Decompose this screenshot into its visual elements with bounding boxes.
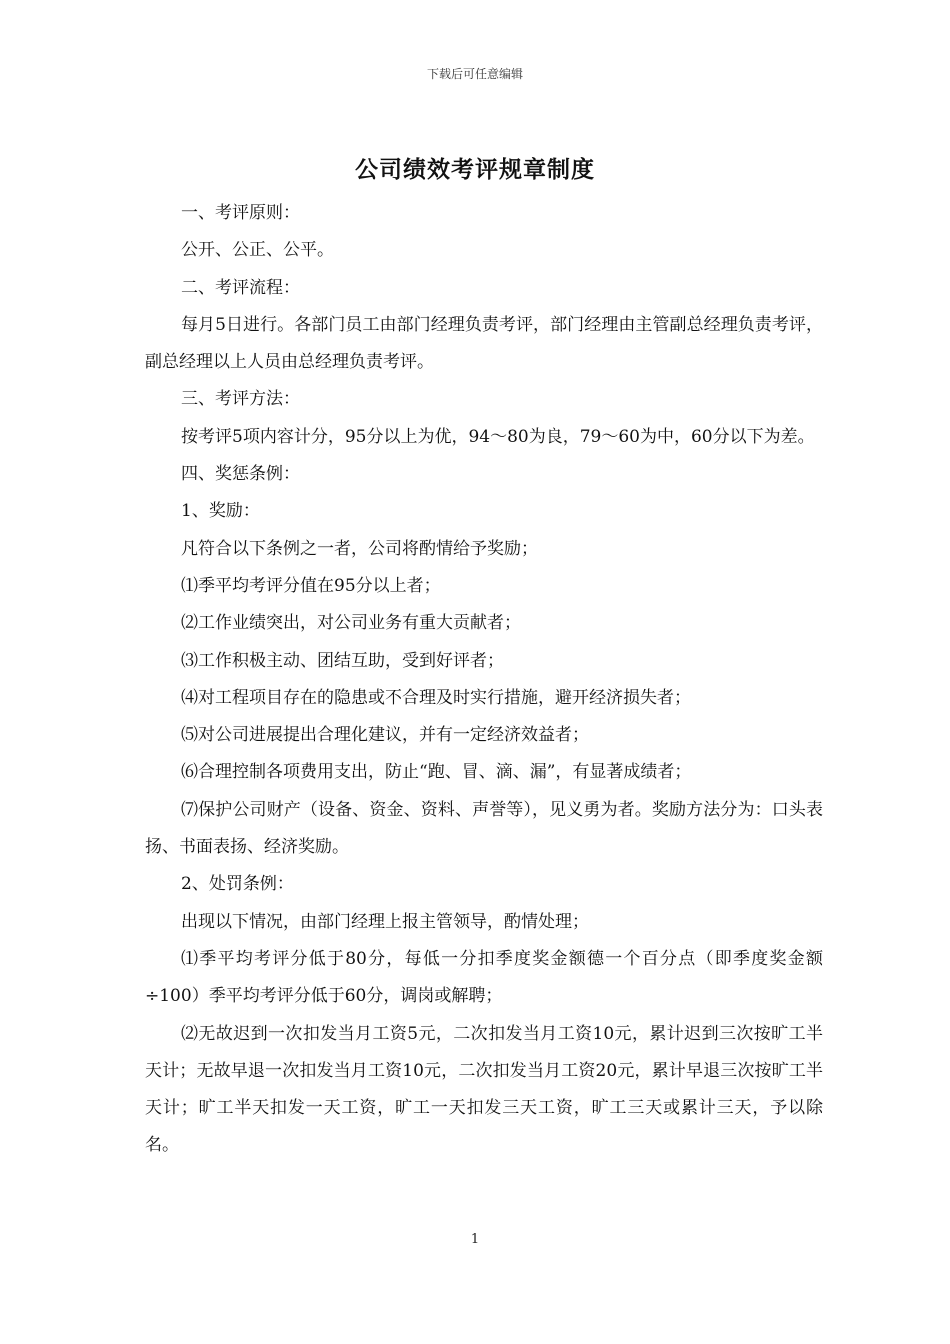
paragraph-method: 按考评5项内容计分，95分以上为优，94～80为良，79～60为中，60分以下为差。 bbox=[181, 426, 815, 447]
section-heading-principles: 一、考评原则： bbox=[181, 203, 300, 223]
subheading-rewards: 1、奖励： bbox=[181, 501, 260, 522]
paragraph-principles: 公开、公正、公平。 bbox=[181, 240, 334, 261]
section-heading-rewards-penalties: 四、奖惩条例： bbox=[181, 464, 300, 485]
reward-item-7: ⑺保护公司财产（设备、资金、资料、声誉等），见义勇为者。奖励方法分为：口头表扬、书面表扬、经济奖励。 bbox=[145, 799, 823, 858]
penalty-item-1: ⑴季平均考评分低于80分，每低一分扣季度奖金额德一个百分点（即季度奖金额÷100）季平均考评分低于60分，调岗或解聘； bbox=[145, 948, 823, 1007]
paragraph-rewards-intro: 凡符合以下条例之一者，公司将酌情给予奖励； bbox=[181, 538, 538, 559]
section-heading-method: 三、考评方法： bbox=[181, 389, 300, 410]
reward-item-6: ⑹合理控制各项费用支出，防止“跑、冒、滴、漏”，有显著成绩者； bbox=[181, 762, 692, 783]
page-number: 1 bbox=[470, 1232, 480, 1247]
reward-item-1: ⑴季平均考评分值在95分以上者； bbox=[181, 575, 441, 596]
reward-item-5: ⑸对公司进展提出合理化建议，并有一定经济效益者； bbox=[181, 725, 589, 746]
paragraph-process: 每月5日进行。各部门员工由部门经理负责考评，部门经理由主管副总经理负责考评，副总经理以上人员由总经理负责考评。 bbox=[145, 314, 823, 373]
document-body bbox=[145, 195, 823, 1165]
section-heading-process: 二、考评流程： bbox=[181, 277, 300, 298]
subheading-penalties: 2、处罚条例： bbox=[181, 874, 294, 895]
reward-item-3: ⑶工作积极主动、团结互助，受到好评者； bbox=[181, 650, 504, 671]
reward-item-2: ⑵工作业绩突出，对公司业务有重大贡献者； bbox=[181, 613, 521, 634]
penalty-item-2: ⑵无故迟到一次扣发当月工资5元，二次扣发当月工资10元，累计迟到三次按旷工半天计；无故早退一次扣发当月工资10元，二次扣发当月工资20元，累计早退三次按旷工半天计；旷工半天扣发一天工资，旷工一天扣发三天工资，旷工三天或累计三天，予以除名。 bbox=[145, 1023, 823, 1156]
document-title: 公司绩效考评规章制度 bbox=[355, 156, 595, 183]
reward-item-4: ⑷对工程项目存在的隐患或不合理及时实行措施，避开经济损失者； bbox=[181, 687, 691, 708]
paragraph-penalties-intro: 出现以下情况，由部门经理上报主管领导，酌情处理； bbox=[181, 911, 589, 932]
page-header-note: 下载后可任意编辑 bbox=[426, 67, 523, 81]
